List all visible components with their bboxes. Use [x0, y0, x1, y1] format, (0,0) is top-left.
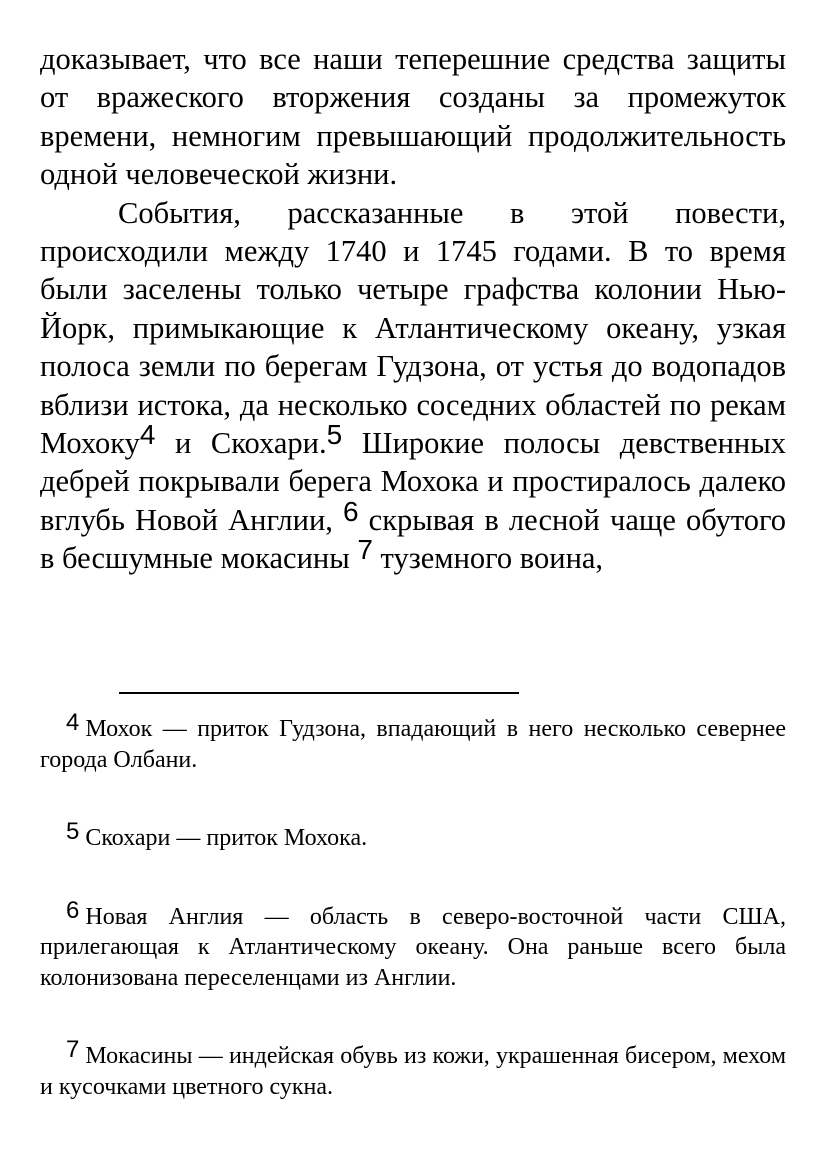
footnote-reference-6[interactable]: 6 — [343, 495, 359, 527]
footnote-text: Скохари — приток Мохока. — [85, 825, 368, 851]
footnote-6 — [40, 896, 786, 994]
footnote-number: 6 — [66, 896, 80, 924]
footnote-text: Новая Англия — область в северо-восточной части США, прилегающая к Атлантическому океану. Она раньше всего была колонизована переселенцами из Англии. — [40, 903, 786, 991]
footnote-reference-4[interactable]: 4 — [139, 419, 156, 451]
footnote-4 — [40, 709, 786, 775]
footnote-text: Мокасины — индейская обувь из кожи, украшенная бисером, мехом и кусочками цветного сукна. — [40, 1043, 786, 1100]
paragraph-2-segment-3: Широкие полосы девственных дебрей покрывали берега Мохока и простиралось далеко вглубь Новой Англии, — [40, 426, 786, 537]
footnote-5 — [40, 818, 786, 854]
paragraph-2-segment-1: События, рассказанные в этой повести, происходили между 1740 и 1745 годами. В то время были заселены только четыре графства колонии Нью-Йорк, примыкающие к Атлантическому океану, узкая полоса земли по берегам Гудзона, от устья до водопадов вблизи истока, да несколько соседних областей по рекам Мохоку — [40, 195, 786, 461]
paragraph-2-segment-5: туземного воина, — [372, 541, 604, 576]
footnote-text: Мохок — приток Гудзона, впадающий в него несколько севернее города Олбани. — [40, 716, 786, 773]
paragraph-events — [40, 194, 786, 578]
footnotes-section — [40, 709, 786, 1102]
footnote-separator — [119, 692, 519, 694]
footnote-number: 5 — [66, 818, 80, 845]
footnote-number: 7 — [66, 1036, 80, 1063]
footnote-number: 4 — [66, 709, 80, 736]
paragraph-2-segment-2: и Скохари. — [155, 426, 327, 461]
paragraph-1-text: доказывает, что все наши теперешние средства защиты от вражеского вторжения созданы за промежуток времени, немногим превышающий продолжительность одной человеческой жизни. — [40, 42, 786, 192]
paragraph-continuation — [40, 40, 786, 194]
footnote-reference-7[interactable]: 7 — [357, 534, 373, 566]
footnote-reference-5[interactable]: 5 — [326, 419, 343, 451]
footnote-7 — [40, 1036, 786, 1102]
page-body — [40, 40, 786, 578]
paragraph-2-segment-4: скрывая в лесной чаще обутого в бесшумные мокасины — [40, 502, 787, 576]
